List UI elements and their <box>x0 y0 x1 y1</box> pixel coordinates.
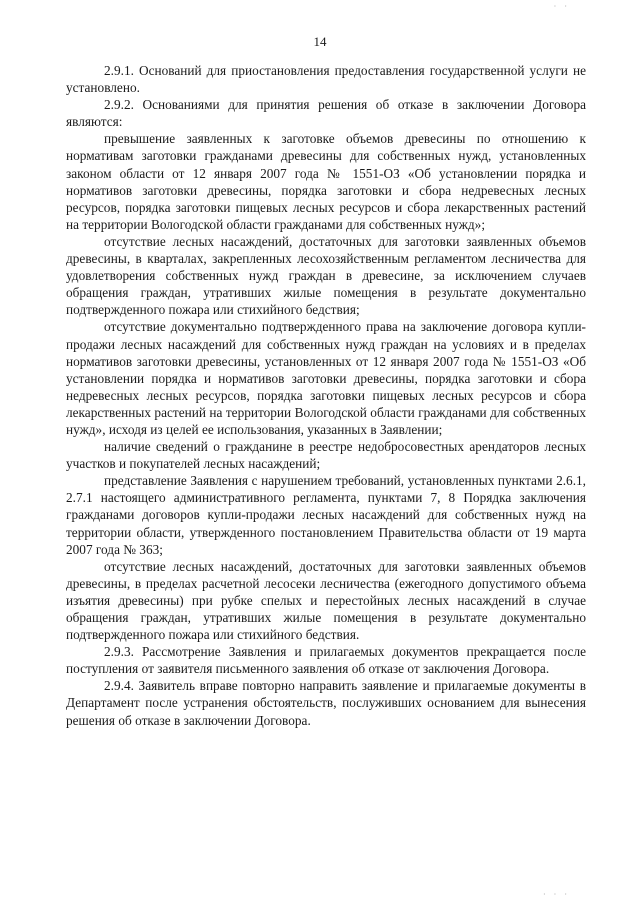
paragraph-2-9-4: 2.9.4. Заявитель вправе повторно направить заявление и прилагаемые документы в Департамент после устранения обстоятельств, послуживших основанием для вынесения решения об отказе в заключении Договора. <box>66 678 586 728</box>
refusal-ground-bad-registry: наличие сведений о гражданине в реестре недобросовестных арендаторов лесных участков и покупателей лесных насаждений; <box>66 439 586 472</box>
refusal-ground-no-stands-cutting: отсутствие лесных насаждений, достаточных для заготовки заявленных объемов древесины, в пределах расчетной лесосеки лесничества (ежегодного допустимого объема изъятия древесины) при рубке спелых и перестойных лесных насаждений в случае обращения граждан, утративших жилые помещения в результате документально подтвержденного пожара или стихийного бедствия. <box>66 558 586 643</box>
refusal-ground-no-stands-quarters: отсутствие лесных насаждений, достаточных для заготовки заявленных объемов древесины, в кварталах, закрепленных лесохозяйственным регламентом лесничества для удовлетворения собственных нужд граждан в древесине, за исключением случаев обращения граждан, утративших жилые помещения в результате документально подтвержденного пожара или стихийного бедствия; <box>66 233 586 318</box>
refusal-ground-violations: представление Заявления с нарушением требований, установленных пунктами 2.6.1, 2.7.1 настоящего административного регламента, пунктами 7, 8 Порядка заключения гражданами договоров купли-продажи лесных насаждений для собственных нужд на территории области, утвержденного постановлением Правительства области от 19 марта 2007 года № 363; <box>66 473 586 557</box>
paragraph-2-9-3: 2.9.3. Рассмотрение Заявления и прилагаемых документов прекращается после поступления от заявителя письменного заявления об отказе от заключения Договора. <box>66 644 586 677</box>
document-body <box>66 62 586 729</box>
paragraph-2-9-1: 2.9.1. Оснований для приостановления предоставления государственной услуги не установлено. <box>66 63 586 96</box>
scan-artifact-top: · · <box>553 2 570 11</box>
paragraph-2-9-2: 2.9.2. Основаниями для принятия решения об отказе в заключении Договора являются: <box>66 97 586 130</box>
refusal-ground-no-right: отсутствие документально подтвержденного права на заключение договора купли-продажи лесных насаждений для собственных нужд граждан на условиях и в пределах нормативов заготовки древесины, установленных от 12 января 2007 года № 1551-ОЗ «Об установлении порядка и нормативов заготовки древесины, порядка заготовки и сбора недревесных лесных ресурсов, порядка заготовки пищевых лесных ресурсов и сбора лекарственных растений на территории Вологодской области гражданами для собственных нужд», исходя из целей ее использования, указанных в Заявлении; <box>66 319 586 437</box>
scan-artifact-bottom: · · · <box>543 890 570 899</box>
refusal-ground-excess-volume: превышение заявленных к заготовке объемов древесины по отношению к нормативам заготовки гражданами древесины для собственных нужд, установленных законом области от 12 января 2007 года № 1551-ОЗ «Об установлении порядка и нормативов заготовки древесины, порядка заготовки и сбора недревесных лесных ресурсов, порядка заготовки пищевых лесных ресурсов и сбора лекарственных растений на территории Вологодской области гражданами для собственных нужд»; <box>66 131 586 232</box>
page-number: 14 <box>313 34 327 49</box>
